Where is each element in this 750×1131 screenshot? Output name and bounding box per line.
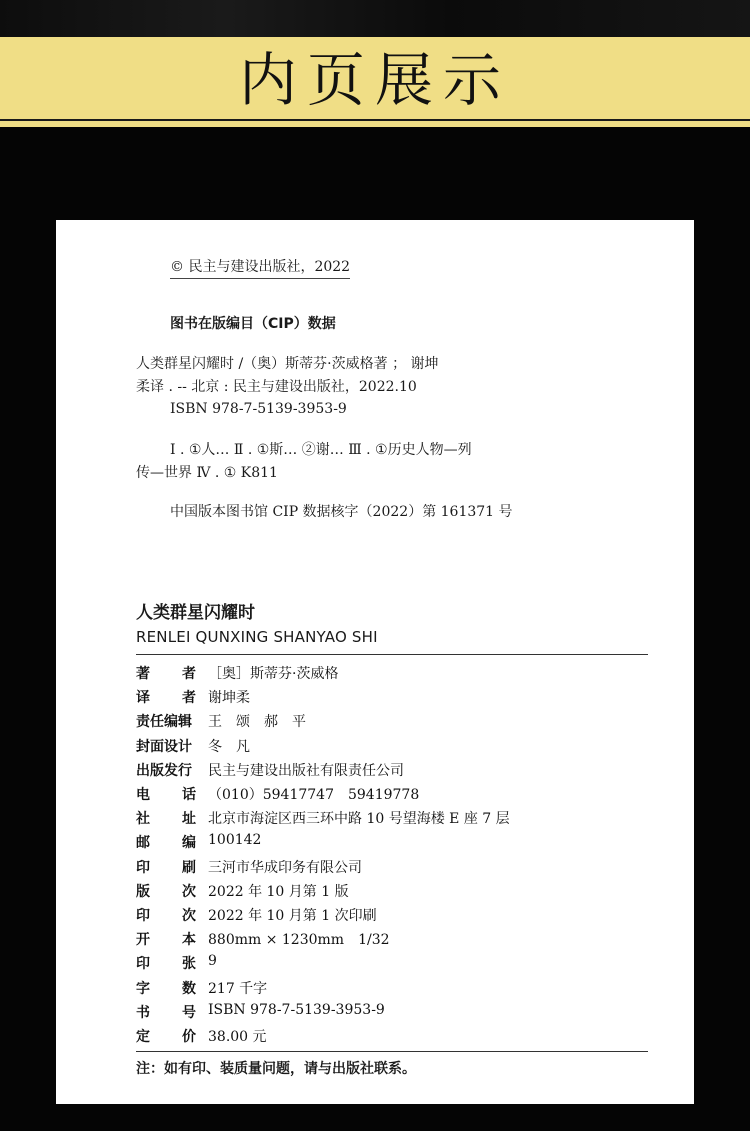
detail-label: 电 话 (136, 787, 196, 803)
detail-value: 谢坤柔 (208, 690, 250, 707)
cip-title: 图书在版编目（CIP）数据 (170, 316, 336, 332)
detail-value: （010）59417747 59419778 (208, 787, 420, 803)
banner (0, 37, 750, 127)
detail-value: 880mm × 1230mm 1/32 (208, 932, 390, 949)
detail-label: 出版发行 (136, 762, 192, 779)
detail-label: 社 址 (136, 811, 196, 828)
book-title: 人类群星闪耀时 (136, 603, 255, 623)
detail-value: ［奥］斯蒂芬·茨威格 (208, 666, 339, 682)
divider-top (136, 654, 648, 655)
detail-label: 印 刷 (136, 859, 196, 876)
top-dark-strip (0, 0, 750, 37)
detail-label: 定 价 (136, 1029, 196, 1045)
detail-value: 2022 年 10 月第 1 次印刷 (208, 908, 377, 924)
quality-note: 注：如有印、装质量问题，请与出版社联系。 (136, 1061, 416, 1077)
detail-value: 冬 凡 (208, 738, 250, 755)
detail-label: 印 张 (136, 956, 196, 973)
detail-value: 217 千字 (208, 980, 268, 997)
detail-value: 民主与建设出版社有限责任公司 (208, 762, 404, 779)
detail-value: ISBN 978-7-5139-3953-9 (208, 1001, 385, 1018)
detail-value: 2022 年 10 月第 1 版 (208, 883, 349, 900)
detail-label: 责任编辑 (136, 714, 192, 731)
cip-isbn: ISBN 978-7-5139-3953-9 (170, 401, 347, 417)
detail-value: 38.00 元 (208, 1029, 267, 1045)
copyright-page (56, 220, 694, 1104)
detail-value: 北京市海淀区西三环中路 10 号望海楼 E 座 7 层 (208, 811, 510, 828)
detail-label: 版 次 (136, 883, 196, 900)
detail-label: 邮 编 (136, 835, 196, 852)
detail-label: 译 者 (136, 690, 196, 707)
detail-label: 开 本 (136, 932, 196, 949)
divider-bottom (136, 1051, 648, 1052)
detail-label: 印 次 (136, 908, 196, 924)
banner-title: 内页展示 (238, 46, 511, 114)
banner-divider (0, 119, 750, 121)
detail-label: 著 者 (136, 666, 196, 682)
detail-value: 三河市华成印务有限公司 (208, 859, 362, 876)
detail-value: 100142 (208, 832, 262, 849)
detail-value: 9 (208, 953, 217, 970)
cip-line-1: 人类群星闪耀时 /（奥）斯蒂芬·茨威格著 ； 谢坤 (136, 356, 439, 372)
book-title-pinyin: RENLEI QUNXING SHANYAO SHI (136, 628, 378, 646)
cip-number: 中国版本图书馆 CIP 数据核字（2022）第 161371 号 (170, 504, 513, 520)
cip-line-2: 柔译 . -- 北京 : 民主与建设出版社，2022.10 (136, 379, 417, 395)
detail-value: 王 颂 郝 平 (208, 714, 306, 731)
detail-label: 字 数 (136, 980, 196, 997)
classification-line-2: 传—世界 Ⅳ . ① K811 (136, 465, 278, 481)
classification-line-1: Ⅰ . ①人… Ⅱ . ①斯… ②谢… Ⅲ . ①历史人物—列 (170, 442, 472, 458)
copyright-line: © 民主与建设出版社，2022 (170, 256, 350, 279)
detail-label: 封面设计 (136, 738, 192, 755)
detail-label: 书 号 (136, 1004, 196, 1021)
